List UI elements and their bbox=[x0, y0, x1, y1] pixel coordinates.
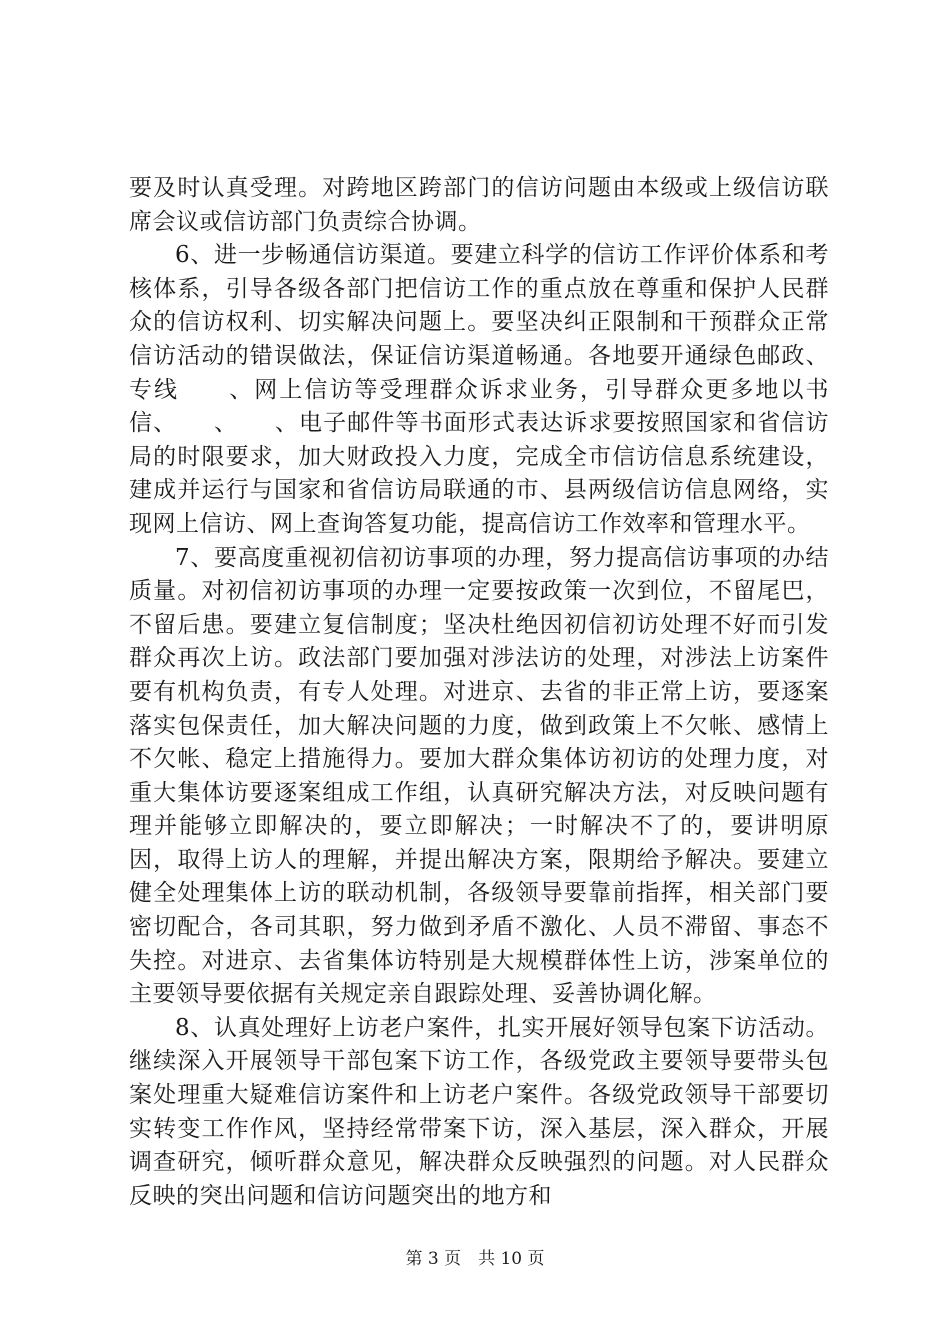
paragraph-intro: 要及时认真受理。对跨地区跨部门的信访问题由本级或上级信访联席会议或信访部门负责综合协调。 bbox=[129, 175, 829, 235]
paragraph-item-6: 6、进一步畅通信访渠道。要建立科学的信访工作评价体系和考核体系，引导各级各部门把信访工作的重点放在尊重和保护人民群众的信访权利、切实解决问题上。要坚决纠正限制和干预群众正常信访活动的错误做法，保证信访渠道畅通。各地要开通绿色邮政、专线 、网上信访等受理群众诉求业务，引导群众更多地以书信、 、 、电子邮件等书面形式表达诉求要按照国家和省信访局的时限要求，加大财政投入力度，完成全市信访信息系统建设，建成并运行与国家和省信访局联通的市、县两级信访信息网络，实现网上信访、网上查询答复功能，提高信访工作效率和管理水平。 bbox=[129, 242, 829, 537]
page-number-footer: 第 3 页 共 10 页 bbox=[405, 1249, 545, 1269]
paragraph-item-7: 7、要高度重视初信初访事项的办理，努力提高信访事项的办结质量。对初信初访事项的办理一定要按政策一次到位，不留尾巴，不留后患。要建立复信制度；坚决杜绝因初信初访处理不好而引发群众再次上访。政法部门要加强对涉法访的处理，对涉法上访案件要有机构负责，有专人处理。对进京、去省的非正常上访，要逐案落实包保责任，加大解决问题的力度，做到政策上不欠帐、感情上不欠帐、稳定上措施得力。要加大群众集体访初访的处理力度，对重大集体访要逐案组成工作组，认真研究解决方法，对反映问题有理并能够立即解决的，要立即解决；一时解决不了的，要讲明原因，取得上访人的理解，并提出解决方案，限期给予解决。要建立健全处理集体上访的联动机制，各级领导要靠前指挥，相关部门要密切配合，各司其职，努力做到矛盾不激化、人员不滞留、事态不失控。对进京、去省集体访特别是大规模群体性上访，涉案单位的主要领导要依据有关规定亲自跟踪处理、妥善协调化解。 bbox=[129, 544, 829, 1008]
paragraph-item-8: 8、认真处理好上访老户案件，扎实开展好领导包案下访活动。继续深入开展领导干部包案下访工作，各级党政主要领导要带头包案处理重大疑难信访案件和上访老户案件。各级党政领导干部要切实转变工作作风，坚持经常带案下访，深入基层，深入群众，开展调查研究，倾听群众意见，解决群众反映强烈的问题。对人民群众反映的突出问题和信访问题突出的地方和 bbox=[129, 1014, 829, 1209]
document-body bbox=[129, 172, 829, 1213]
